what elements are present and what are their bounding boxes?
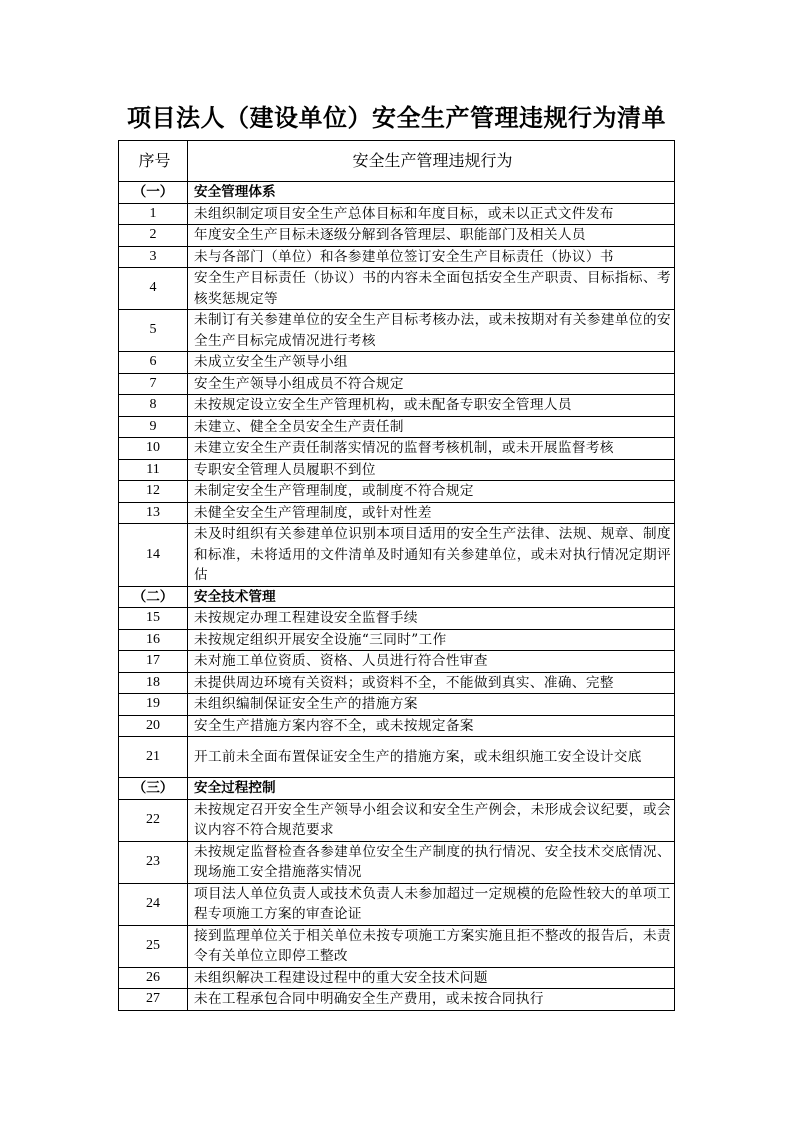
table-row [119, 799, 675, 841]
table-row [119, 883, 675, 925]
item-text: 未与各部门（单位）和各参建单位签订安全生产目标责任（协议）书 [188, 246, 675, 268]
item-number: 4 [119, 268, 188, 310]
table-row [119, 268, 675, 310]
item-number: 27 [119, 989, 188, 1011]
item-text: 年度安全生产目标未逐级分解到各管理层、职能部门及相关人员 [188, 225, 675, 247]
item-number: 16 [119, 629, 188, 651]
table-row [119, 841, 675, 883]
item-number: 7 [119, 373, 188, 395]
item-text: 未组织解决工程建设过程中的重大安全技术问题 [188, 967, 675, 989]
item-text: 项目法人单位负责人或技术负责人未参加超过一定规模的危险性较大的单项工程专项施工方案的审查论证 [188, 883, 675, 925]
item-number: 14 [119, 524, 188, 587]
item-number: 23 [119, 841, 188, 883]
section-name: 安全技术管理 [188, 586, 675, 608]
item-text: 未及时组织有关参建单位识别本项目适用的安全生产法律、法规、规章、制度和标准，未将适用的文件清单及时通知有关参建单位，或未对执行情况定期评估 [188, 524, 675, 587]
item-number: 20 [119, 715, 188, 737]
item-number: 21 [119, 737, 188, 778]
section-index: （三） [119, 778, 188, 800]
item-number: 24 [119, 883, 188, 925]
item-number: 18 [119, 672, 188, 694]
item-text: 未制定安全生产管理制度，或制度不符合规定 [188, 481, 675, 503]
item-text: 未提供周边环境有关资料；或资料不全，不能做到真实、准确、完整 [188, 672, 675, 694]
item-number: 13 [119, 502, 188, 524]
item-number: 2 [119, 225, 188, 247]
table-row [119, 395, 675, 417]
item-number: 9 [119, 416, 188, 438]
section-name: 安全过程控制 [188, 778, 675, 800]
item-number: 8 [119, 395, 188, 417]
item-number: 1 [119, 203, 188, 225]
section-row [119, 586, 675, 608]
item-text: 未建立、健全全员安全生产责任制 [188, 416, 675, 438]
item-text: 安全生产领导小组成员不符合规定 [188, 373, 675, 395]
table-row [119, 438, 675, 460]
item-text: 未制订有关参建单位的安全生产目标考核办法，或未按期对有关参建单位的安全生产目标完成情况进行考核 [188, 310, 675, 352]
item-text: 安全生产目标责任（协议）书的内容未全面包括安全生产职责、目标指标、考核奖惩规定等 [188, 268, 675, 310]
table-row [119, 737, 675, 778]
item-text: 未建立安全生产责任制落实情况的监督考核机制，或未开展监督考核 [188, 438, 675, 460]
item-text: 未组织编制保证安全生产的措施方案 [188, 694, 675, 716]
table-row [119, 715, 675, 737]
section-name: 安全管理体系 [188, 182, 675, 204]
item-text: 未按规定组织开展安全设施“三同时”工作 [188, 629, 675, 651]
table-row [119, 967, 675, 989]
item-number: 5 [119, 310, 188, 352]
table-row [119, 502, 675, 524]
header-index: 序号 [119, 141, 188, 182]
item-text: 专职安全管理人员履职不到位 [188, 459, 675, 481]
section-row [119, 778, 675, 800]
table-row [119, 989, 675, 1011]
table-row [119, 310, 675, 352]
table-row [119, 203, 675, 225]
item-number: 15 [119, 608, 188, 630]
item-text: 未成立安全生产领导小组 [188, 352, 675, 374]
item-number: 19 [119, 694, 188, 716]
item-number: 3 [119, 246, 188, 268]
item-number: 26 [119, 967, 188, 989]
item-number: 17 [119, 651, 188, 673]
table-row [119, 373, 675, 395]
table-header-row [119, 141, 675, 182]
page-title: 项目法人（建设单位）安全生产管理违规行为清单 [127, 103, 666, 132]
table-row [119, 416, 675, 438]
item-text: 未按规定召开安全生产领导小组会议和安全生产例会，未形成会议纪要，或会议内容不符合规范要求 [188, 799, 675, 841]
table-body [119, 182, 675, 1011]
section-index: （二） [119, 586, 188, 608]
item-text: 未按规定监督检查各参建单位安全生产制度的执行情况、安全技术交底情况、现场施工安全措施落实情况 [188, 841, 675, 883]
section-row [119, 182, 675, 204]
table-row [119, 651, 675, 673]
header-behavior: 安全生产管理违规行为 [188, 141, 675, 182]
item-text: 未对施工单位资质、资格、人员进行符合性审查 [188, 651, 675, 673]
item-number: 10 [119, 438, 188, 460]
item-number: 11 [119, 459, 188, 481]
item-text: 未按规定办理工程建设安全监督手续 [188, 608, 675, 630]
table-row [119, 925, 675, 967]
table-row [119, 246, 675, 268]
table-row [119, 225, 675, 247]
item-text: 未组织制定项目安全生产总体目标和年度目标，或未以正式文件发布 [188, 203, 675, 225]
violations-table [118, 140, 675, 1011]
table-row [119, 481, 675, 503]
item-number: 12 [119, 481, 188, 503]
item-number: 22 [119, 799, 188, 841]
item-number: 25 [119, 925, 188, 967]
item-text: 未按规定设立安全生产管理机构，或未配备专职安全管理人员 [188, 395, 675, 417]
table-row [119, 672, 675, 694]
item-text: 安全生产措施方案内容不全，或未按规定备案 [188, 715, 675, 737]
table-row [119, 459, 675, 481]
item-number: 6 [119, 352, 188, 374]
item-text: 未健全安全生产管理制度，或针对性差 [188, 502, 675, 524]
table-row [119, 524, 675, 587]
item-text: 开工前未全面布置保证安全生产的措施方案，或未组织施工安全设计交底 [188, 737, 675, 778]
table-row [119, 608, 675, 630]
section-index: （一） [119, 182, 188, 204]
item-text: 未在工程承包合同中明确安全生产费用，或未按合同执行 [188, 989, 675, 1011]
table-row [119, 352, 675, 374]
table-row [119, 629, 675, 651]
table-row [119, 694, 675, 716]
item-text: 接到监理单位关于相关单位未按专项施工方案实施且拒不整改的报告后，未责令有关单位立即停工整改 [188, 925, 675, 967]
